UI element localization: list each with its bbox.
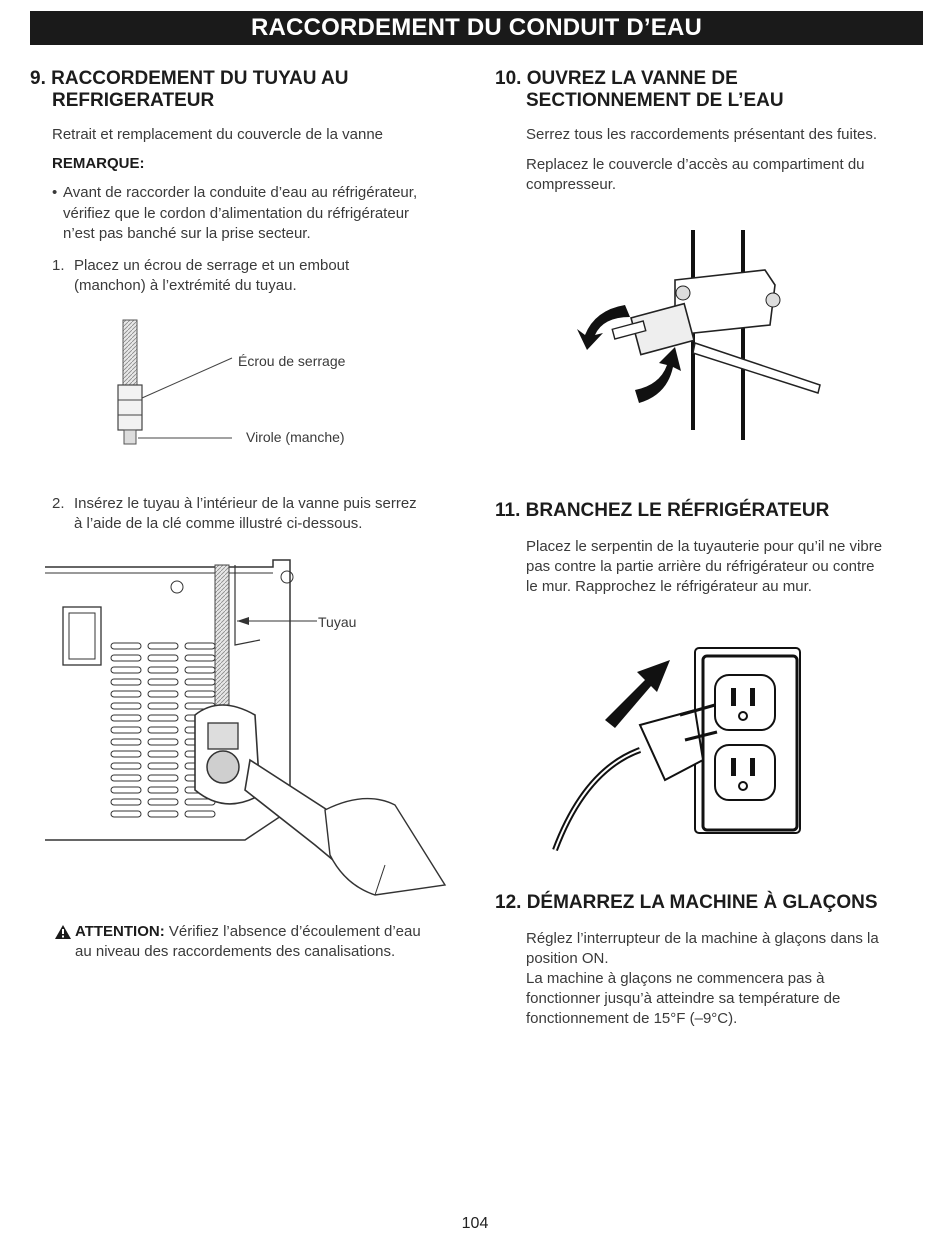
banner-title: RACCORDEMENT DU CONDUIT D’EAU [250,14,703,41]
note-line-3: n’est pas banché sur la prise secteur. [63,225,311,242]
note-bullet: • [52,184,58,201]
item1-number: 1. [52,257,65,274]
item1-line-1: Placez un écrou de serrage et un embout [74,257,350,274]
step10-number: 10. [495,68,522,89]
step11-line-2: pas contre la partie arrière du réfrigérateur ou contre [526,558,875,575]
step9-title-line2: REFRIGERATEUR [52,90,215,111]
step12-heading [495,892,878,914]
step11-title: BRANCHEZ LE RÉFRIGÉRATEUR [525,500,830,521]
warning-line-1 [75,922,421,942]
page-banner [30,11,923,45]
label-ferrule: Virole (manche) [246,429,345,445]
item2-number: 2. [52,495,65,512]
wrench-valve-illustration [45,555,455,900]
step12-line-3: La machine à glaçons ne commencera pas à [526,970,825,987]
item1-line-2: (manchon) à l’extrémité du tuyau. [74,277,297,294]
warning-text-1: Vérifiez l’absence d’écoulement d’eau [168,923,421,940]
item2-line-1: Insérez le tuyau à l’intérieur de la vanne puis serrez [74,495,417,512]
warning-line-2: au niveau des raccordements des canalisations. [75,943,396,960]
step11-line-1: Placez le serpentin de la tuyauterie pour qu’il ne vibre [526,538,883,555]
step11-heading [495,500,829,522]
step10-line-1: Serrez tous les raccordements présentant des fuites. [526,126,878,143]
page-number: 104 [461,1215,489,1232]
item2-line-2: à l’aide de la clé comme illustré ci-dessous. [74,515,363,532]
wall-outlet-plug-illustration [545,640,815,855]
step10-heading [495,68,738,90]
step11-line-3: le mur. Rapprochez le réfrigérateur au mur. [526,578,812,595]
step11-number: 11. [495,500,521,521]
label-pipe: Tuyau [318,614,357,630]
shutoff-valve-illustration [575,225,835,445]
step9-heading [30,68,348,90]
step9-subtitle: Retrait et remplacement du couvercle de la vanne [52,126,384,143]
note-line-2: vérifiez que le cordon d’alimentation du réfrigérateur [63,205,410,222]
note-line-1: Avant de raccorder la conduite d’eau au réfrigérateur, [63,184,418,201]
warning-triangle-icon [55,925,71,939]
step12-line-5: fonctionnement de 15°F (–9°C). [526,1010,738,1027]
step12-number: 12. [495,892,522,913]
step12-line-1: Réglez l’interrupteur de la machine à glaçons dans la [526,930,879,947]
step10-line-2: Replacez le couvercle d’accès au compartiment du [526,156,865,173]
step10-title-line1: OUVREZ LA VANNE DE [526,68,738,89]
step10-title-line2: SECTIONNEMENT DE L’EAU [526,90,784,111]
step12-line-4: fonctionner jusqu’à atteindre sa température de [526,990,841,1007]
step9-title-line1: RACCORDEMENT DU TUYAU AU [51,68,349,89]
step12-title: DÉMARREZ LA MACHINE À GLAÇONS [526,892,878,913]
label-nut: Écrou de serrage [238,353,346,369]
note-heading: REMARQUE: [52,155,145,172]
warning-label: ATTENTION: [75,923,165,940]
step9-number: 9. [30,68,46,89]
step12-line-2: position ON. [526,950,609,967]
step10-line-3: compresseur. [526,176,617,193]
